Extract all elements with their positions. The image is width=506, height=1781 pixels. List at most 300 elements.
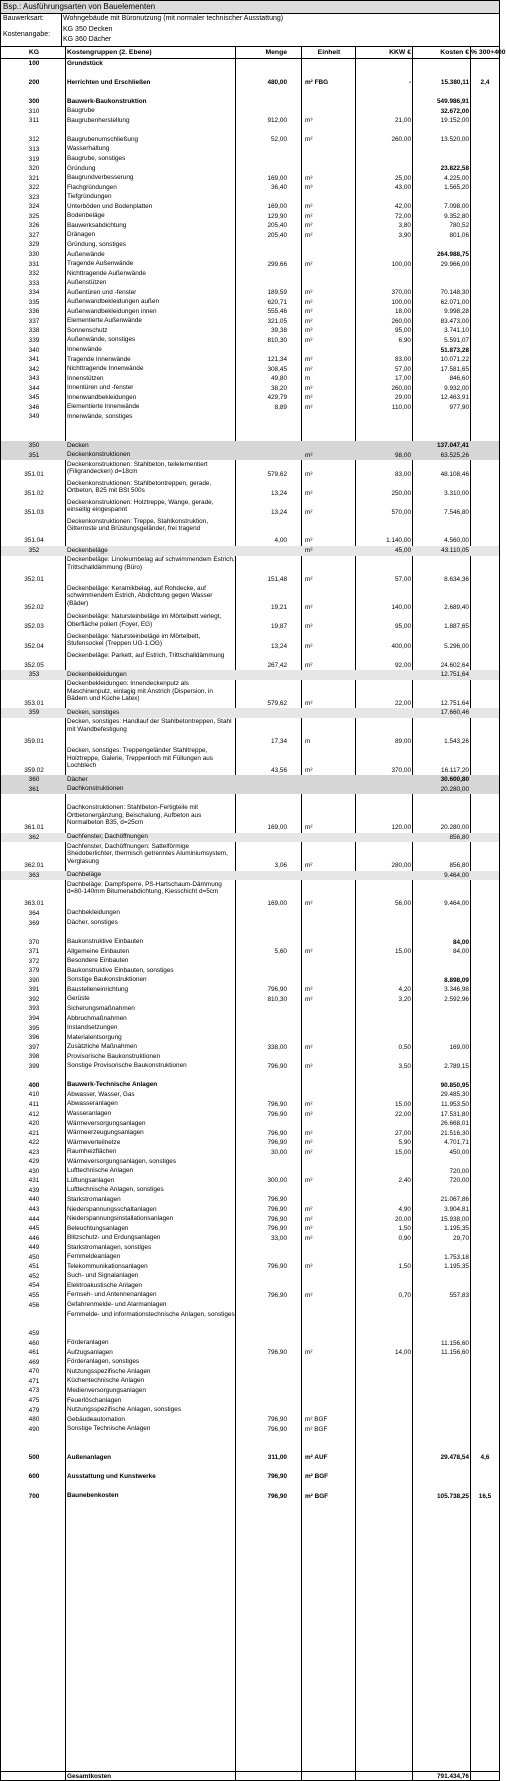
cell-kosten: 13.520,00 bbox=[440, 136, 469, 144]
table-row bbox=[1, 613, 499, 632]
cell-kosten: 169,00 bbox=[449, 1043, 469, 1051]
cell-kosten: 29.485,30 bbox=[440, 1091, 469, 1099]
table-row bbox=[1, 556, 499, 585]
cell-kkw: 3,80 bbox=[398, 222, 411, 230]
cell-kg: 336 bbox=[28, 308, 40, 316]
cell-kg: 352.05 bbox=[24, 661, 44, 669]
cell-name: Innenwandbekleidungen bbox=[67, 393, 137, 401]
cell-einheit: m² bbox=[305, 403, 313, 411]
cell-kosten: 1.887,65 bbox=[444, 623, 469, 631]
cell-kosten: 90.850,95 bbox=[440, 1081, 469, 1089]
cell-name: Dachfenster, Dachöffnungen bbox=[67, 833, 148, 841]
table-row bbox=[1, 307, 499, 317]
cell-kkw: 250,00 bbox=[391, 489, 411, 497]
cell-name: Fernmelde- und informationstechnische Anlagen, sonstiges bbox=[67, 1310, 235, 1318]
kostenangabe-value-2: KG 360 Dächer bbox=[63, 36, 112, 43]
table-row bbox=[1, 374, 499, 384]
cell-kkw: 120,00 bbox=[391, 823, 411, 831]
table-row bbox=[1, 871, 499, 881]
cell-einheit: m² bbox=[305, 1139, 313, 1147]
cell-kosten: 9.464,00 bbox=[444, 900, 469, 908]
cell-kkw: 3,20 bbox=[398, 995, 411, 1003]
table-row bbox=[1, 1262, 499, 1272]
cell-name: Lüftungsanlagen bbox=[67, 1176, 115, 1184]
cell-kg: 361.01 bbox=[24, 823, 44, 831]
table-row bbox=[1, 78, 499, 88]
cell-kkw: 95,00 bbox=[395, 623, 411, 631]
table-row bbox=[1, 288, 499, 298]
cell-einheit: m² bbox=[305, 1110, 313, 1118]
cell-menge: 36,40 bbox=[271, 184, 287, 192]
cell-kosten: 557,83 bbox=[449, 1291, 469, 1299]
cell-kosten: 3.346,98 bbox=[444, 986, 469, 994]
cell-kkw: 92,00 bbox=[395, 661, 411, 669]
table-body bbox=[1, 59, 499, 1780]
table-row bbox=[1, 966, 499, 976]
table-row bbox=[1, 1272, 499, 1282]
cell-einheit: m² bbox=[305, 327, 313, 335]
table-row bbox=[1, 1176, 499, 1186]
cell-name: Deckenbeläge: Parkett, auf Estrich, Trittschalldämmung bbox=[67, 651, 225, 659]
cell-kg: 421 bbox=[28, 1129, 40, 1137]
cell-kg: 351.01 bbox=[24, 470, 44, 478]
cell-name: Niederspannungsinstallationsanlagen bbox=[67, 1215, 174, 1223]
table-row bbox=[1, 365, 499, 375]
cell-name: Deckenkonstruktionen: Holztreppe, Wange, gerade, einseitig eingespannt bbox=[67, 498, 214, 514]
table-row bbox=[1, 346, 499, 356]
table-row bbox=[1, 584, 499, 613]
cell-kg: 352.02 bbox=[24, 604, 44, 612]
cell-kkw: 25,00 bbox=[395, 174, 411, 182]
cell-einheit: m² bbox=[305, 1100, 313, 1108]
cell-kosten: 62.071,00 bbox=[440, 298, 469, 306]
cell-menge: 796,90 bbox=[267, 1196, 287, 1204]
cell-kg: 431 bbox=[28, 1177, 40, 1185]
cell-kkw: 1.140,00 bbox=[386, 537, 411, 545]
cell-kg: 351.04 bbox=[24, 537, 44, 545]
cell-name: Elektroakustische Anlagen bbox=[67, 1281, 142, 1289]
table-row bbox=[1, 947, 499, 957]
cell-name: Deckenkonstruktionen: Treppe, Stahlkonstruktion, Gitterroste und Brüstungsgeländer, frei tragend bbox=[67, 517, 209, 533]
table-row bbox=[1, 1081, 499, 1091]
cell-kkw: 260,00 bbox=[391, 384, 411, 392]
cell-kg: 332 bbox=[28, 270, 40, 278]
cell-name: Gründung bbox=[67, 164, 96, 172]
cell-name: Sonstige Provisorische Baukonstruktionen bbox=[67, 1062, 187, 1070]
cell-name: Außenwände, sonstiges bbox=[67, 336, 136, 344]
column-header-row bbox=[1, 47, 506, 59]
cell-einheit: m² bbox=[305, 1129, 313, 1137]
table-row bbox=[1, 1024, 499, 1034]
table-row bbox=[1, 1377, 499, 1387]
cell-name: Innenwände bbox=[67, 346, 102, 353]
table-row bbox=[1, 97, 499, 107]
cell-name: Elementierte Außenwände bbox=[67, 317, 142, 325]
cell-name: Innenstützen bbox=[67, 374, 104, 382]
cell-name: Außenwandbekleidungen innen bbox=[67, 307, 157, 315]
cell-kkw: 0,90 bbox=[398, 1234, 411, 1242]
table-row bbox=[1, 985, 499, 995]
cell-kosten: 21.067,86 bbox=[440, 1196, 469, 1204]
cell-kosten: 2.592,96 bbox=[444, 995, 469, 1003]
cell-kosten: 780,52 bbox=[449, 222, 469, 230]
cell-name: Lufttechnische Anlagen bbox=[67, 1167, 134, 1175]
cell-menge: 300,00 bbox=[267, 1177, 287, 1185]
cell-kg: 349 bbox=[28, 413, 40, 421]
cell-kkw: 14,00 bbox=[395, 1349, 411, 1357]
cell-kosten: 23.822,58 bbox=[440, 165, 469, 173]
table-row bbox=[1, 1004, 499, 1014]
table-row bbox=[1, 1195, 499, 1205]
cell-kg: 490 bbox=[28, 1425, 40, 1433]
col-percent: % 300+400 bbox=[471, 49, 506, 56]
cell-kg: 439 bbox=[28, 1186, 40, 1194]
cell-kg: 321 bbox=[28, 174, 40, 182]
cell-kg: 399 bbox=[28, 1062, 40, 1070]
col-kg: KG bbox=[28, 49, 40, 56]
cell-kg: 390 bbox=[28, 976, 40, 984]
cell-name: Abwasseranlagen bbox=[67, 1100, 118, 1108]
table-row bbox=[1, 1215, 499, 1225]
cell-kg: 362 bbox=[28, 833, 40, 841]
cell-kosten: 105.738,25 bbox=[437, 1492, 469, 1500]
cell-kg: 440 bbox=[28, 1196, 40, 1204]
cell-name: Außenwandbekleidungen außen bbox=[67, 298, 160, 306]
cell-kkw: 260,00 bbox=[391, 136, 411, 144]
cell-name: Dränagen bbox=[67, 231, 96, 239]
cell-kg: 429 bbox=[28, 1158, 40, 1166]
cell-name: Starkstromanlagen bbox=[67, 1195, 121, 1203]
table-row bbox=[1, 298, 499, 308]
cell-kg: 352.03 bbox=[24, 623, 44, 631]
cell-einheit: m² bbox=[305, 451, 313, 459]
cell-menge: 796,90 bbox=[267, 1110, 287, 1118]
cell-kosten: 4.560,00 bbox=[444, 537, 469, 545]
cell-kg: 338 bbox=[28, 327, 40, 335]
cell-kkw: 280,00 bbox=[391, 862, 411, 870]
cell-kosten: 32.672,00 bbox=[440, 107, 469, 115]
table-row bbox=[1, 1234, 499, 1244]
cell-name: Feuerlöschanlagen bbox=[67, 1396, 122, 1404]
cell-einheit: m² bbox=[305, 1215, 313, 1223]
cell-kg: 600 bbox=[28, 1473, 40, 1481]
cell-kkw: 22,00 bbox=[395, 1110, 411, 1118]
table-row bbox=[1, 1348, 499, 1358]
cell-einheit: m² bbox=[305, 212, 313, 220]
cell-kosten: 1.543,26 bbox=[444, 738, 469, 746]
cell-kg: 360 bbox=[28, 776, 40, 784]
table-row bbox=[1, 479, 499, 498]
cell-kkw: 370,00 bbox=[391, 766, 411, 774]
cell-kg: 313 bbox=[28, 145, 40, 153]
cell-einheit: m² bbox=[305, 508, 313, 516]
cell-menge: 810,30 bbox=[267, 995, 287, 1003]
cell-kkw: 83,00 bbox=[395, 356, 411, 364]
cell-einheit: m² bbox=[305, 1043, 313, 1051]
cell-kkw: 22,00 bbox=[395, 699, 411, 707]
cell-kg: 451 bbox=[28, 1263, 40, 1271]
cell-name: Dachkonstruktionen bbox=[67, 785, 124, 793]
cell-kg: 394 bbox=[28, 1015, 40, 1022]
cell-kosten: 24.602,64 bbox=[440, 661, 469, 669]
cell-name: Gefahrenmelde- und Alarmanlagen bbox=[67, 1301, 167, 1308]
cell-einheit: m² bbox=[305, 298, 313, 306]
cell-kosten: 264.988,75 bbox=[437, 251, 469, 258]
cell-name: Bauwerksabdichtung bbox=[67, 221, 127, 229]
cell-kg: 341 bbox=[28, 356, 40, 364]
cell-kkw: 20,00 bbox=[395, 1215, 411, 1223]
cell-kg: 300 bbox=[28, 98, 40, 106]
cell-menge: 796,90 bbox=[267, 1215, 287, 1223]
cell-einheit: m² bbox=[305, 136, 313, 144]
cell-kosten: 17.581,65 bbox=[440, 365, 469, 373]
table-row bbox=[1, 460, 499, 479]
cell-kg: 473 bbox=[28, 1387, 40, 1395]
cell-kosten: 137.047,41 bbox=[437, 442, 469, 449]
table-row bbox=[1, 336, 499, 346]
table-row bbox=[1, 59, 499, 69]
table-row bbox=[1, 1291, 499, 1301]
total-value: 791.434,76 bbox=[437, 1773, 469, 1780]
cell-kkw: 400,00 bbox=[391, 642, 411, 650]
cell-einheit: m² bbox=[305, 575, 313, 583]
table-row bbox=[1, 651, 499, 670]
cell-menge: 796,90 bbox=[267, 1473, 287, 1481]
cell-name: Wärmeversorgungsanlagen, sonstiges bbox=[67, 1157, 177, 1165]
cell-name: Elementierte Innenwände bbox=[67, 403, 140, 411]
table-row bbox=[1, 1157, 499, 1167]
cell-menge: 13,24 bbox=[271, 508, 287, 516]
cell-kkw: 6,90 bbox=[398, 336, 411, 344]
table-row bbox=[1, 1281, 499, 1291]
table-row bbox=[1, 183, 499, 193]
cell-kosten: 549.986,91 bbox=[437, 98, 469, 106]
cell-menge: 30,00 bbox=[271, 1148, 287, 1156]
cell-menge: 169,00 bbox=[267, 203, 287, 211]
cell-menge: 796,90 bbox=[267, 1062, 287, 1070]
cell-menge: 796,90 bbox=[267, 1349, 287, 1357]
cell-kosten: 70.148,30 bbox=[440, 289, 469, 297]
cell-kg: 456 bbox=[28, 1301, 40, 1309]
cell-kosten: 48.108,46 bbox=[440, 470, 469, 478]
cell-einheit: m² bbox=[305, 699, 313, 707]
cell-kg: 326 bbox=[28, 222, 40, 230]
cell-menge: 43,56 bbox=[271, 766, 287, 774]
cell-kosten: 29.966,00 bbox=[440, 260, 469, 268]
cell-name: Baugrubenumschließung bbox=[67, 135, 139, 143]
cell-name: Deckenbekleidungen: Innendeckenputz als Maschinenputz, einlagig mit Anstrich (Dispersion, in Bädern und Küche Latex) bbox=[67, 680, 213, 703]
cell-name: Decken, sonstiges bbox=[67, 708, 120, 716]
table-row bbox=[1, 1396, 499, 1406]
cell-kkw: 98,00 bbox=[395, 451, 411, 459]
cell-name: Sonstige Baukonstruktionen bbox=[67, 976, 147, 984]
cell-name: Blitzschutz- und Erdungsanlagen bbox=[67, 1234, 161, 1242]
cell-name: Nichttragende Innenwände bbox=[67, 365, 144, 373]
cell-name: Dachbekleidungen bbox=[67, 909, 120, 917]
cell-name: Dachbeläge bbox=[67, 871, 102, 879]
cell-kg: 460 bbox=[28, 1339, 40, 1347]
cell-menge: 3,06 bbox=[274, 862, 287, 870]
cell-kkw: 1,50 bbox=[398, 1263, 411, 1271]
cell-kkw: 15,00 bbox=[395, 948, 411, 956]
cell-kkw: 1,50 bbox=[398, 1225, 411, 1233]
cell-kg: 450 bbox=[28, 1253, 40, 1261]
table-row bbox=[1, 747, 499, 776]
cell-kosten: 4.225,00 bbox=[444, 174, 469, 182]
cell-name: Tragende Innenwände bbox=[67, 355, 131, 363]
cell-kosten: 977,90 bbox=[449, 403, 469, 411]
cell-menge: 38,20 bbox=[271, 384, 287, 392]
cell-einheit: m² bbox=[305, 470, 313, 478]
cell-name: Abwasser, Wasser, Gas bbox=[67, 1090, 135, 1098]
cell-kosten: 450,00 bbox=[449, 1148, 469, 1156]
cell-einheit: m² bbox=[305, 222, 313, 230]
bauwerksart-label: Bauwerksart: bbox=[3, 15, 44, 22]
cell-einheit: m² bbox=[305, 1225, 313, 1233]
cell-kg: 340 bbox=[28, 346, 40, 354]
table-row bbox=[1, 632, 499, 651]
cell-name: Außentüren und -fenster bbox=[67, 288, 137, 296]
table-row bbox=[1, 393, 499, 403]
cell-menge: 796,90 bbox=[267, 1206, 287, 1213]
cell-name: Unterböden und Bodenplatten bbox=[67, 202, 153, 210]
total-row bbox=[1, 1771, 499, 1781]
cell-kosten: 1.195,35 bbox=[444, 1263, 469, 1271]
table-row bbox=[1, 804, 499, 833]
table-row bbox=[1, 1453, 499, 1463]
cell-name: Decken, sonstiges: Treppengeländer Stahltreppe, Holztreppe, Galerie, Treppenloch mit Füllungen aus Lochblech bbox=[67, 747, 213, 770]
cell-pct: 4,6 bbox=[480, 1454, 490, 1462]
table-row bbox=[1, 546, 499, 556]
table-row bbox=[1, 1119, 499, 1129]
cell-name: Dächer, sonstiges bbox=[67, 919, 118, 926]
cell-kg: 352.04 bbox=[24, 642, 44, 650]
cell-name: Fernseh- und Antennenanlagen bbox=[67, 1291, 157, 1299]
cell-kosten: 3.741,10 bbox=[444, 327, 469, 335]
cell-name: Baugrube bbox=[67, 107, 95, 115]
cell-menge: 267,42 bbox=[267, 661, 287, 669]
table-row bbox=[1, 880, 499, 909]
cell-name: Fernmeldeanlagen bbox=[67, 1253, 121, 1261]
cell-name: Küchentechnische Anlagen bbox=[67, 1377, 145, 1385]
cell-kosten: 84,00 bbox=[453, 938, 469, 946]
cell-menge: 796,90 bbox=[267, 1139, 287, 1147]
table-row bbox=[1, 1492, 499, 1502]
cell-menge: 129,90 bbox=[267, 212, 287, 220]
cell-menge: 308,45 bbox=[267, 365, 287, 373]
cell-kosten: 15.380,11 bbox=[440, 79, 469, 87]
cell-einheit: m² bbox=[305, 1206, 313, 1213]
table-row bbox=[1, 775, 499, 785]
table-row bbox=[1, 221, 499, 231]
cell-einheit: m² bbox=[305, 661, 313, 669]
col-einheit: Einheit bbox=[317, 49, 341, 56]
cell-kkw: 3,50 bbox=[398, 1062, 411, 1070]
cell-menge: 19,87 bbox=[271, 623, 287, 631]
table-row bbox=[1, 708, 499, 718]
cell-name: Wärmeversorgungsanlagen bbox=[67, 1119, 146, 1127]
cell-menge: 17,34 bbox=[271, 738, 287, 746]
cell-kosten: 846,60 bbox=[449, 375, 469, 383]
cell-kg: 396 bbox=[28, 1034, 40, 1042]
kostenangabe-value-1: KG 350 Decken bbox=[63, 26, 113, 33]
cell-name: Außenwände bbox=[67, 250, 105, 258]
cell-einheit: m² bbox=[305, 623, 313, 631]
table-row bbox=[1, 1138, 499, 1148]
cell-kg: 333 bbox=[28, 279, 40, 287]
cell-kg: 351.02 bbox=[24, 489, 44, 497]
table-row bbox=[1, 451, 499, 461]
cell-kkw: 15,00 bbox=[395, 1100, 411, 1108]
cell-name: Sonnenschutz bbox=[67, 326, 108, 334]
cell-kg: 700 bbox=[28, 1492, 40, 1500]
cell-name: Flachgründungen bbox=[67, 183, 117, 191]
cell-name: Deckenkonstruktionen: Stahlbetontreppen, gerade, Ortbeton, B25 mit BSt 500s bbox=[67, 479, 212, 495]
cell-kg: 446 bbox=[28, 1234, 40, 1242]
cell-kkw: 83,00 bbox=[395, 470, 411, 478]
cell-kosten: 9.998,28 bbox=[444, 308, 469, 316]
cell-name: Provisorische Baukonstruktionen bbox=[67, 1052, 161, 1060]
cell-einheit: m³ bbox=[305, 117, 313, 125]
cell-kkw: 45,00 bbox=[395, 547, 411, 555]
cell-kosten: 29.478,54 bbox=[440, 1454, 469, 1462]
cell-kg: 345 bbox=[28, 394, 40, 402]
cell-kosten: 5.591,07 bbox=[444, 336, 469, 344]
table-row bbox=[1, 202, 499, 212]
cell-menge: 338,00 bbox=[267, 1043, 287, 1051]
cell-kg: 372 bbox=[28, 957, 40, 965]
cell-kg: 200 bbox=[28, 79, 40, 87]
cell-kg: 469 bbox=[28, 1358, 40, 1366]
cell-einheit: m² bbox=[305, 900, 313, 908]
cell-kg: 364 bbox=[28, 909, 40, 917]
cell-name: Baustelleneinrichtung bbox=[67, 985, 129, 993]
cell-einheit: m² bbox=[305, 642, 313, 650]
table-row bbox=[1, 1167, 499, 1177]
cell-kosten: 9.352,80 bbox=[444, 212, 469, 220]
cell-kg: 350 bbox=[28, 442, 40, 449]
cell-kkw: 89,00 bbox=[395, 738, 411, 746]
cell-name: Baunebenkosten bbox=[67, 1492, 119, 1499]
cell-name: Baugrundverbesserung bbox=[67, 174, 134, 182]
cell-kkw: 110,00 bbox=[391, 403, 411, 411]
cell-menge: 311,00 bbox=[267, 1454, 287, 1462]
cell-kg: 369 bbox=[28, 919, 40, 927]
table-row bbox=[1, 1243, 499, 1253]
cell-kkw: 29,00 bbox=[395, 394, 411, 402]
cell-name: Grundstück bbox=[67, 59, 103, 67]
cell-menge: 39,38 bbox=[271, 327, 287, 335]
cell-menge: 4,00 bbox=[274, 537, 287, 545]
cell-name: Starkstromanlagen, sonstiges bbox=[67, 1243, 152, 1251]
cell-name: Baugrube, sonstiges bbox=[67, 155, 126, 162]
cell-kosten: 2.789,15 bbox=[444, 1062, 469, 1070]
cell-name: Deckenbeläge: Keramikbelag, auf Rohdecke, auf schwimmendem Estrich, Abdichtung gegen Wasser (Bäder) bbox=[67, 584, 213, 607]
cell-kkw: 5,90 bbox=[398, 1139, 411, 1147]
cell-kg: 400 bbox=[28, 1081, 40, 1089]
cell-kg: 323 bbox=[28, 193, 40, 201]
cell-kkw: 57,00 bbox=[395, 575, 411, 583]
table-row bbox=[1, 498, 499, 517]
cell-kosten: 1.195,35 bbox=[444, 1225, 469, 1233]
cell-kosten: 801,06 bbox=[449, 231, 469, 239]
table-row bbox=[1, 785, 499, 795]
cell-name: Decken, sonstiges: Handlauf der Stahlbetontreppen, Stahl mit Wandbefestigung bbox=[67, 718, 232, 733]
table-row bbox=[1, 1033, 499, 1043]
cell-kg: 475 bbox=[28, 1397, 40, 1404]
table-row bbox=[1, 718, 499, 747]
cell-einheit: m bbox=[305, 375, 311, 383]
